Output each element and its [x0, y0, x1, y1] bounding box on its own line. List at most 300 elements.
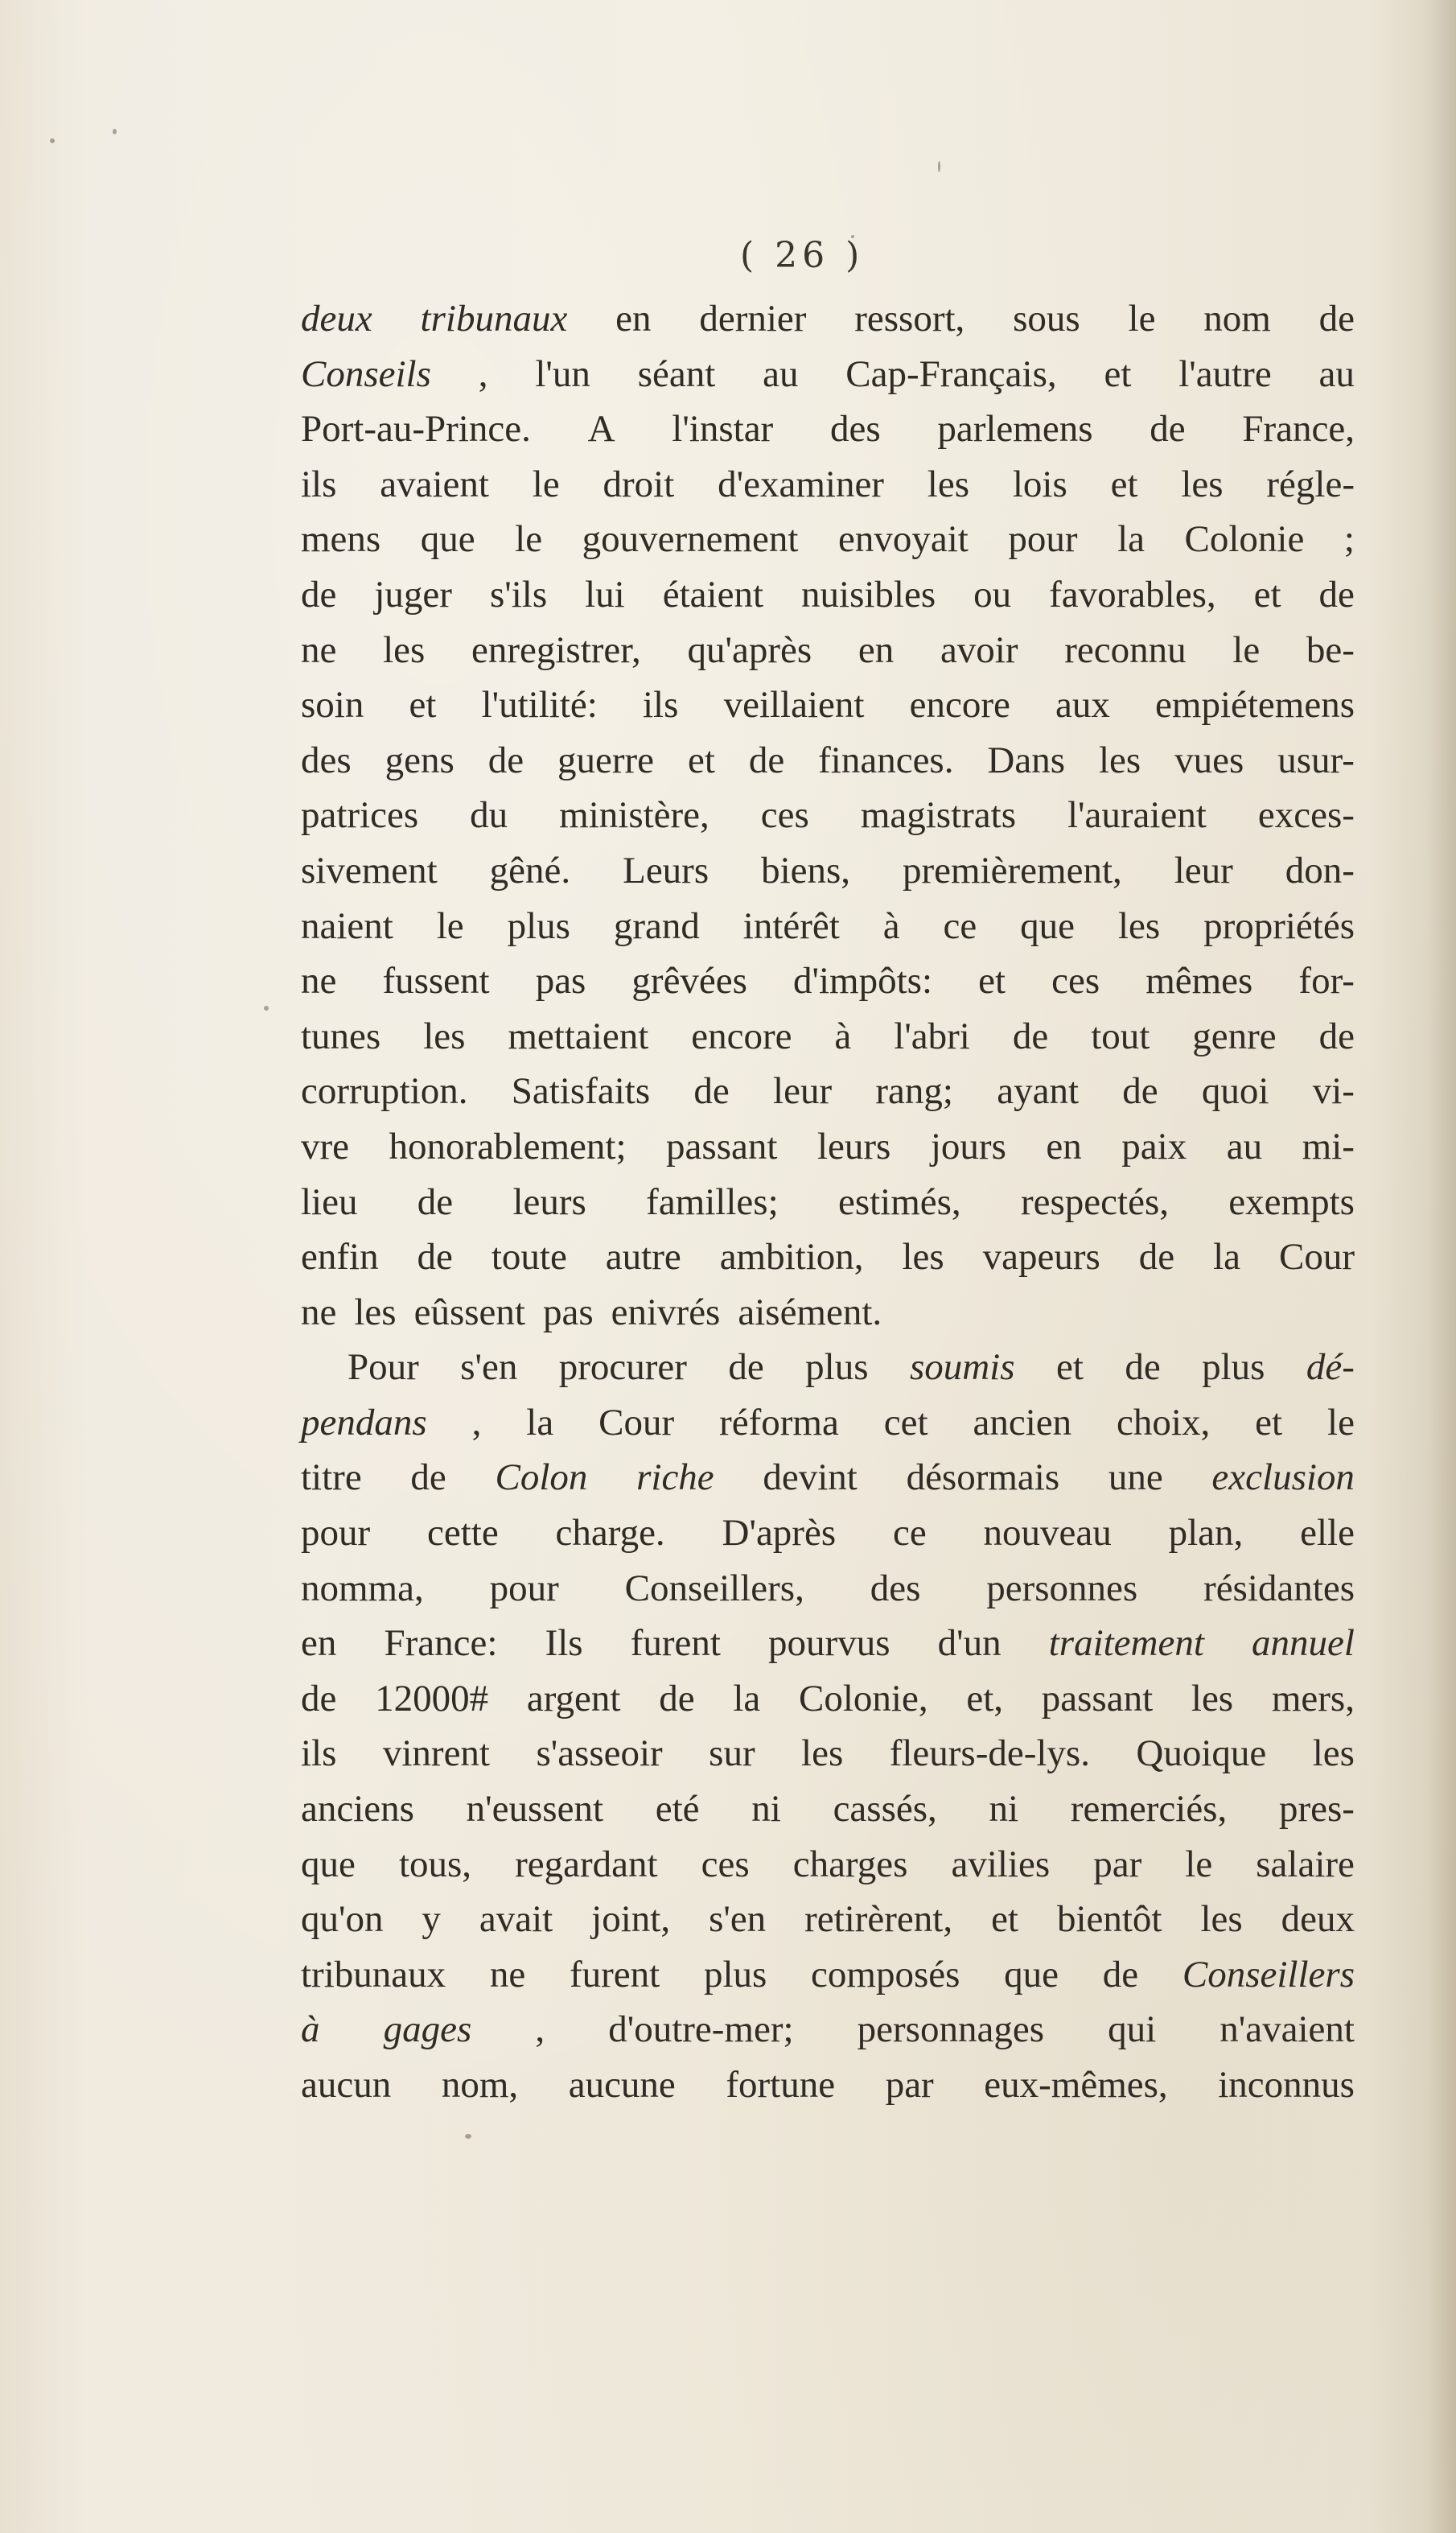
word: à — [882, 904, 900, 947]
word: exces- — [1257, 794, 1355, 837]
word: remerciés, — [1070, 1788, 1228, 1831]
word: choix, — [1117, 1401, 1211, 1444]
word: la — [526, 1401, 554, 1444]
text-line — [301, 843, 1355, 899]
word: désormais — [906, 1456, 1060, 1499]
word: autre — [605, 1236, 681, 1279]
word: argent — [526, 1677, 621, 1720]
word: honorablement; — [389, 1125, 627, 1168]
word: be- — [1306, 628, 1355, 671]
word: vre — [301, 1125, 350, 1168]
word: régle- — [1266, 463, 1355, 505]
text-line — [301, 623, 1355, 678]
word: que — [1020, 904, 1076, 947]
word: Conseillers, — [624, 1567, 804, 1609]
word: de — [1122, 1070, 1158, 1113]
word: enivrés — [611, 1291, 721, 1333]
word: quoi — [1201, 1070, 1269, 1113]
word: jours — [930, 1125, 1006, 1168]
word: de — [1138, 1236, 1175, 1279]
word: le — [515, 518, 543, 561]
text-line — [301, 899, 1355, 954]
word: dé- — [1306, 1346, 1355, 1389]
text-line — [301, 733, 1355, 789]
word: furent — [569, 1953, 660, 1996]
word: au — [1318, 352, 1355, 395]
word: les — [1098, 739, 1141, 781]
word: vi- — [1312, 1070, 1355, 1113]
word: genre — [1192, 1015, 1277, 1057]
word: Quoique — [1136, 1732, 1267, 1775]
word: tunes — [301, 1015, 381, 1057]
word: favorables, — [1049, 573, 1216, 616]
word: plan, — [1168, 1512, 1244, 1555]
word: l'auraient — [1067, 794, 1207, 837]
word: fussent — [382, 960, 490, 1003]
word: leur — [773, 1070, 833, 1113]
word: la — [1213, 1236, 1241, 1279]
word: sur — [709, 1732, 755, 1775]
word: en — [301, 1622, 337, 1665]
word: riche — [636, 1456, 714, 1499]
word: ou — [973, 573, 1012, 616]
word: plus — [507, 904, 570, 947]
word: s'asseoir — [536, 1732, 663, 1775]
word: France, — [1242, 408, 1355, 451]
word: le — [1232, 628, 1261, 671]
word: composés — [811, 1953, 960, 1996]
word: l'un — [535, 352, 590, 395]
word: intérêt — [742, 904, 840, 947]
word: Colonie, — [799, 1677, 928, 1720]
word: Conseils — [301, 352, 431, 395]
word: les — [1200, 1898, 1243, 1941]
word: regardant — [515, 1843, 658, 1885]
word: leur — [1174, 849, 1233, 892]
word: de — [1150, 408, 1186, 451]
word: et — [1104, 352, 1132, 395]
word: premièrement, — [903, 849, 1122, 892]
word: la — [733, 1677, 761, 1720]
word: ce — [892, 1512, 927, 1555]
word: ils — [643, 684, 679, 727]
text-line — [301, 1340, 1355, 1395]
word: qu'on — [301, 1898, 384, 1941]
word: ne — [489, 1953, 526, 1996]
word: fortune — [726, 2064, 836, 2106]
word: A — [587, 408, 615, 451]
ink-speck — [465, 2134, 471, 2139]
word: anciens — [301, 1788, 414, 1831]
word: plus — [703, 1953, 767, 1996]
word: qu'après — [687, 628, 812, 671]
word: tribunaux — [301, 1953, 446, 1996]
word: le — [1128, 298, 1156, 340]
text-line — [301, 953, 1355, 1009]
word: procurer — [558, 1346, 687, 1389]
word: naient — [301, 904, 393, 947]
word: tous, — [398, 1843, 472, 1885]
word: nouveau — [983, 1512, 1112, 1555]
word: les — [1191, 1677, 1234, 1720]
word: salaire — [1256, 1843, 1355, 1885]
word: de — [1012, 1015, 1049, 1057]
word: dernier — [699, 298, 807, 340]
word: ils — [301, 463, 337, 505]
word: de — [1102, 1953, 1139, 1996]
word: pour — [489, 1567, 559, 1609]
word: de — [487, 739, 524, 781]
word: qui — [1108, 2008, 1157, 2051]
word: ambition, — [719, 1236, 864, 1279]
word: familles; — [646, 1180, 779, 1223]
word: et — [1055, 1346, 1084, 1389]
word: lieu — [301, 1180, 358, 1223]
word: avoir — [940, 628, 1018, 671]
word: mi- — [1302, 1125, 1355, 1168]
ink-speck — [264, 1006, 269, 1011]
word: empiétemens — [1155, 684, 1355, 727]
word: et — [1255, 1401, 1283, 1444]
word: réforma — [719, 1401, 839, 1444]
word: nomma, — [301, 1567, 424, 1609]
word: étaient — [662, 573, 764, 616]
word: résidantes — [1203, 1567, 1355, 1609]
word: Port-au-Prince. — [301, 408, 531, 451]
word: des — [870, 1567, 921, 1609]
word: séant — [637, 352, 716, 395]
word: eux-mêmes, — [984, 2064, 1168, 2106]
word: vues — [1174, 739, 1244, 781]
text-line — [301, 1616, 1355, 1671]
word: elle — [1300, 1512, 1355, 1555]
word: et — [409, 684, 437, 727]
word: le — [532, 463, 560, 505]
word: inconnus — [1218, 2064, 1355, 2106]
word: sivement — [301, 849, 438, 892]
word: ni — [989, 1788, 1019, 1831]
word: à — [834, 1015, 852, 1057]
word: personnages — [857, 2008, 1044, 2051]
word: la — [1117, 518, 1145, 561]
word: nuisibles — [801, 573, 936, 616]
word: ne — [301, 628, 337, 671]
word: , — [471, 1401, 482, 1444]
word: avilies — [951, 1843, 1051, 1885]
word: des — [301, 739, 352, 781]
word: soumis — [909, 1346, 1015, 1389]
word: propriétés — [1203, 904, 1355, 947]
word: respectés, — [1021, 1180, 1169, 1223]
word: magistrats — [860, 794, 1016, 837]
word: pres- — [1278, 1788, 1355, 1831]
word: enregistrer, — [471, 628, 641, 671]
word: vinrent — [382, 1732, 490, 1775]
word: Conseillers — [1182, 1953, 1355, 1996]
word: ni — [751, 1788, 781, 1831]
word: veillaient — [723, 684, 865, 727]
word: de — [1125, 1346, 1161, 1389]
word: gouvernement — [582, 518, 799, 561]
word: enfin — [301, 1236, 379, 1279]
word: des — [829, 408, 881, 451]
word: en — [615, 298, 652, 340]
word: de — [417, 1180, 454, 1223]
word: de — [1318, 298, 1355, 340]
word: les — [354, 1291, 397, 1333]
word: au — [1226, 1125, 1263, 1168]
word: ces — [701, 1843, 750, 1885]
word: cette — [427, 1512, 499, 1555]
word: s'en — [709, 1898, 767, 1941]
word: leurs — [512, 1180, 586, 1223]
word: usur- — [1277, 739, 1355, 781]
word: en — [1046, 1125, 1082, 1168]
word: bientôt — [1056, 1898, 1162, 1941]
word: de — [693, 1070, 730, 1113]
word: traitement — [1048, 1622, 1204, 1665]
word: eté — [655, 1788, 700, 1831]
page-number: ( 26 ) — [740, 235, 865, 276]
word: finances. — [818, 739, 954, 781]
word: annuel — [1252, 1622, 1355, 1665]
word: joint, — [591, 1898, 671, 1941]
word: lui — [585, 573, 625, 616]
word: de — [1318, 1015, 1355, 1057]
word: d'impôts: — [793, 960, 933, 1003]
word: d'un — [937, 1622, 1002, 1665]
word: Cap-Français, — [845, 352, 1057, 395]
word: de — [748, 739, 785, 781]
word: cet — [883, 1401, 928, 1444]
text-line — [301, 1892, 1355, 1947]
word: parlemens — [937, 408, 1093, 451]
word: ils — [301, 1732, 337, 1775]
word: de — [301, 573, 337, 616]
text-line — [301, 567, 1355, 623]
text-line — [301, 1175, 1355, 1230]
text-line — [301, 2002, 1355, 2057]
word: vapeurs — [982, 1236, 1100, 1279]
word: charge. — [555, 1512, 665, 1555]
word: sous — [1013, 298, 1080, 340]
word: mêmes — [1145, 960, 1253, 1003]
ink-speck — [938, 161, 940, 172]
ink-speck — [50, 138, 55, 143]
word: deux — [301, 298, 372, 340]
text-line — [301, 1009, 1355, 1065]
word: corruption. — [301, 1070, 468, 1113]
text-line — [301, 1229, 1355, 1285]
word: mers, — [1271, 1677, 1355, 1720]
word: tout — [1091, 1015, 1150, 1057]
word: de — [659, 1677, 695, 1720]
word: et, — [966, 1677, 1004, 1720]
word: ne — [301, 1291, 337, 1333]
word: grand — [613, 904, 700, 947]
word: les — [1312, 1732, 1355, 1775]
word: les — [902, 1236, 944, 1279]
word: ; — [1343, 518, 1355, 561]
word: grêvées — [631, 960, 747, 1003]
word: le — [1327, 1401, 1355, 1444]
word: toute — [491, 1236, 567, 1279]
word: que — [1004, 1953, 1059, 1996]
word: et — [991, 1898, 1018, 1941]
word: ancien — [973, 1401, 1072, 1444]
word: pour — [301, 1512, 371, 1555]
word: les — [383, 628, 426, 671]
word: lois — [1012, 463, 1067, 505]
word: droit — [603, 463, 675, 505]
word: les — [1181, 463, 1224, 505]
word: passant — [1041, 1677, 1154, 1720]
word: plus — [805, 1346, 869, 1389]
word: Ils — [545, 1622, 583, 1665]
word: juger — [374, 573, 452, 616]
word: soin — [301, 684, 364, 727]
word: et — [687, 739, 715, 781]
word: aucun — [301, 2064, 392, 2106]
word: le — [436, 904, 464, 947]
word: du — [470, 794, 508, 837]
word: charges — [792, 1843, 908, 1885]
body-text — [301, 291, 1355, 2113]
word: pourvus — [768, 1622, 890, 1665]
text-line — [301, 347, 1355, 402]
word: rang; — [875, 1070, 953, 1113]
text-line — [301, 1505, 1355, 1561]
text-line — [301, 2057, 1355, 2113]
word: au — [763, 352, 799, 395]
word: D'après — [722, 1512, 837, 1555]
word: les — [1117, 904, 1161, 947]
word: cassés, — [833, 1788, 937, 1831]
word: l'utilité: — [481, 684, 598, 727]
text-line — [301, 1119, 1355, 1175]
word: pendans — [301, 1401, 427, 1444]
word: estimés, — [837, 1180, 961, 1223]
text-line — [301, 1395, 1355, 1451]
word: y — [422, 1898, 441, 1941]
word: ces — [1051, 960, 1100, 1003]
word: , — [478, 352, 488, 395]
word: nom — [1203, 298, 1271, 340]
text-line — [301, 1726, 1355, 1781]
word: pas — [535, 960, 586, 1003]
word: n'eussent — [466, 1788, 604, 1831]
word: passant — [666, 1125, 778, 1168]
text-line — [301, 457, 1355, 513]
page-edge-shadow — [1427, 0, 1456, 2533]
word: encore — [691, 1015, 792, 1057]
word: de — [417, 1236, 453, 1279]
text-line — [301, 291, 1355, 347]
word: furent — [630, 1622, 721, 1665]
word: l'autre — [1178, 352, 1272, 395]
word: avait — [479, 1898, 553, 1941]
word: mens — [301, 518, 381, 561]
word: pas — [542, 1291, 594, 1333]
word: devint — [763, 1456, 858, 1499]
text-line — [301, 1450, 1355, 1505]
word: s'en — [460, 1346, 518, 1389]
word: Leurs — [623, 849, 709, 892]
word: Dans — [987, 739, 1066, 781]
text-line — [301, 678, 1355, 733]
word: ressort, — [854, 298, 965, 340]
text-line — [301, 1837, 1355, 1893]
word: ne — [301, 960, 337, 1003]
word: fleurs-de-lys. — [889, 1732, 1090, 1775]
word: guerre — [557, 739, 655, 781]
word: avaient — [380, 463, 489, 505]
word: en — [858, 628, 895, 671]
word: gêné. — [489, 849, 571, 892]
word: paix — [1121, 1125, 1187, 1168]
word: d'examiner — [718, 463, 884, 505]
text-line — [301, 1781, 1355, 1837]
word: et — [1253, 573, 1281, 616]
text-line — [301, 1064, 1355, 1119]
word: biens, — [761, 849, 851, 892]
word: aucune — [568, 2064, 676, 2106]
word: une — [1108, 1456, 1163, 1499]
word: ministère, — [559, 794, 709, 837]
word: et — [978, 960, 1006, 1003]
word: d'outre-mer; — [608, 2008, 794, 2051]
ink-speck — [113, 129, 117, 134]
word: gages — [383, 2008, 472, 2051]
word: Pour — [348, 1346, 419, 1389]
word: l'abri — [894, 1015, 970, 1057]
word: aisément. — [738, 1291, 882, 1333]
word: 12000# — [375, 1677, 489, 1720]
text-line — [301, 1947, 1355, 2003]
word: le — [1185, 1843, 1213, 1885]
word: ayant — [997, 1070, 1079, 1113]
word: , — [535, 2008, 545, 2051]
word: eûssent — [413, 1291, 525, 1333]
word: France: — [384, 1622, 498, 1665]
word: les — [423, 1015, 466, 1057]
word: exempts — [1228, 1180, 1355, 1223]
word: retirèrent, — [804, 1898, 953, 1941]
text-line — [301, 1561, 1355, 1617]
word: Cour — [598, 1401, 675, 1444]
word: ce — [943, 904, 977, 947]
word: for- — [1298, 960, 1355, 1003]
word: don- — [1285, 849, 1355, 892]
word: par — [885, 2064, 934, 2106]
word: personnes — [986, 1567, 1138, 1609]
word: les — [927, 463, 970, 505]
word: ces — [760, 794, 809, 837]
word: reconnu — [1064, 628, 1187, 671]
text-line — [301, 512, 1355, 567]
word: n'avaient — [1220, 2008, 1355, 2051]
word: nom, — [441, 2064, 519, 2106]
text-line — [301, 1285, 1355, 1341]
word: Colon — [495, 1456, 588, 1499]
word: l'instar — [672, 408, 774, 451]
word: pour — [1008, 518, 1078, 561]
word: titre — [301, 1456, 362, 1499]
word: de — [728, 1346, 764, 1389]
word: que — [301, 1843, 356, 1885]
word: Colonie — [1184, 518, 1305, 561]
word: les — [801, 1732, 844, 1775]
